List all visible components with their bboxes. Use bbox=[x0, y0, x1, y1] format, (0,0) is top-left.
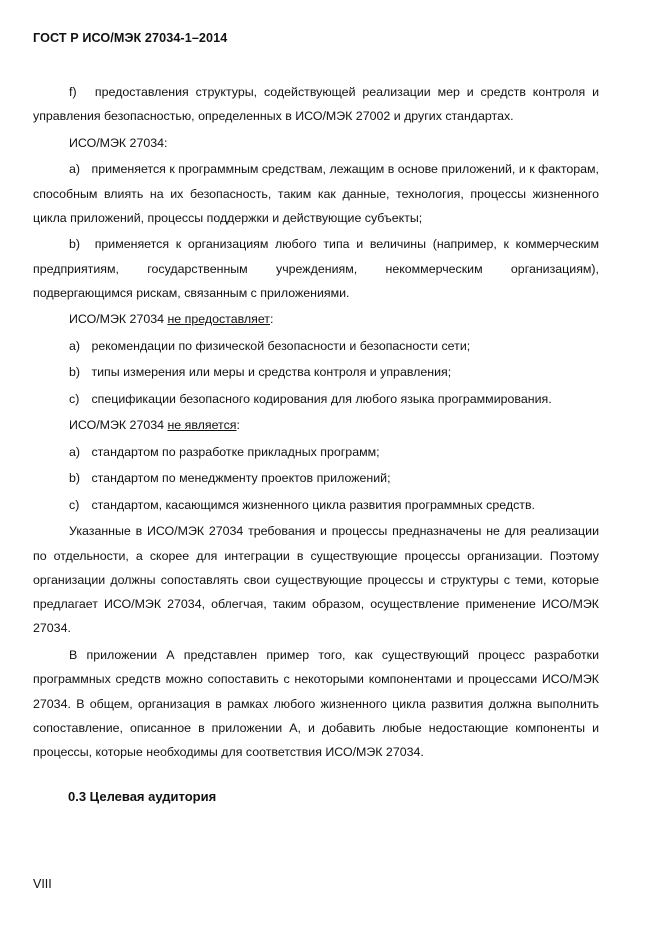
list-text: типы измерения или меры и средства контроля и управления; bbox=[91, 365, 452, 380]
scope-item-b bbox=[33, 232, 599, 305]
underlined-phrase: не предоставляет bbox=[167, 312, 270, 327]
intro-suffix: : bbox=[269, 312, 274, 327]
list-label: c) bbox=[69, 497, 80, 512]
not-is-item-b bbox=[33, 466, 599, 490]
not-is-intro bbox=[33, 413, 599, 437]
list-label: b) bbox=[69, 237, 81, 252]
intro-suffix: : bbox=[236, 418, 240, 433]
paragraph-annex: В приложении А представлен пример того, как существующий процесс разработки программных средств можно сопоставить с некоторыми компонентами и процессами ИСО/МЭК 27034. В общем, организация в рамках любого жизненного цикла развития должна выполнить сопоставление, описанное в приложении А, и добавить любые недостающие компоненты и процессы, которые необходимы для соответствия ИСО/МЭК 27034. bbox=[33, 647, 599, 760]
page-number: VIII bbox=[33, 877, 52, 891]
body-text bbox=[33, 80, 599, 767]
list-text: стандартом по менеджменту проектов приложений; bbox=[91, 471, 391, 486]
not-provides-item-b bbox=[33, 360, 599, 384]
list-text: применяется к программным средствам, лежащим в основе приложений, и к факторам, способным влиять на их безопасность, таким как данные, технология, процессы жизненного цикла приложений, процессы поддержки и действующие субъекты; bbox=[33, 162, 599, 225]
paragraph-integration: Указанные в ИСО/МЭК 27034 требования и процессы предназначены не для реализации по отдельности, а скорее для интеграции в существующие процессы организации. Поэтому организации должны сопоставлять свои существующие процессы и структуры с теми, которые предлагает ИСО/МЭК 27034, облегчая, таким образом, осуществление применение ИСО/МЭК 27034. bbox=[33, 524, 599, 636]
list-label: a) bbox=[69, 338, 81, 353]
list-label: f) bbox=[69, 85, 77, 99]
list-label: b) bbox=[69, 365, 81, 380]
list-label: b) bbox=[69, 471, 81, 486]
list-text: стандартом, касающимся жизненного цикла развития программных средств. bbox=[91, 497, 535, 512]
section-heading: 0.3 Целевая аудитория bbox=[68, 789, 217, 804]
list-label: a) bbox=[69, 162, 81, 177]
not-is-item-a bbox=[33, 440, 599, 464]
not-provides-intro bbox=[33, 307, 599, 331]
scope-item-a bbox=[33, 157, 599, 230]
intro-prefix: ИСО/МЭК 27034 bbox=[69, 312, 168, 327]
not-provides-item-c bbox=[33, 387, 599, 411]
scope-intro: ИСО/МЭК 27034: bbox=[69, 135, 168, 150]
document-header: ГОСТ Р ИСО/МЭК 27034-1–2014 bbox=[33, 31, 228, 45]
underlined-phrase: не является bbox=[167, 418, 237, 433]
list-label: a) bbox=[69, 444, 81, 459]
list-text: рекомендации по физической безопасности и безопасности сети; bbox=[91, 338, 471, 353]
list-item-f bbox=[33, 80, 599, 129]
list-label: c) bbox=[69, 391, 80, 406]
not-is-item-c bbox=[33, 493, 599, 517]
list-text: стандартом по разработке прикладных программ; bbox=[91, 444, 380, 459]
list-text: спецификации безопасного кодирования для любого языка программирования. bbox=[91, 391, 552, 406]
intro-prefix: ИСО/МЭК 27034 bbox=[69, 418, 168, 433]
list-text: предоставления структуры, содействующей реализации мер и средств контроля и управления безопасностью, определенных в ИСО/МЭК 27002 и других стандартах. bbox=[33, 85, 599, 124]
not-provides-item-a bbox=[33, 334, 599, 358]
list-text: применяется к организациям любого типа и величины (например, к коммерческим предприятиям, государственным учреждениям, некоммерческим организациям), подвергающимся рискам, связанным с приложениями. bbox=[33, 237, 599, 300]
